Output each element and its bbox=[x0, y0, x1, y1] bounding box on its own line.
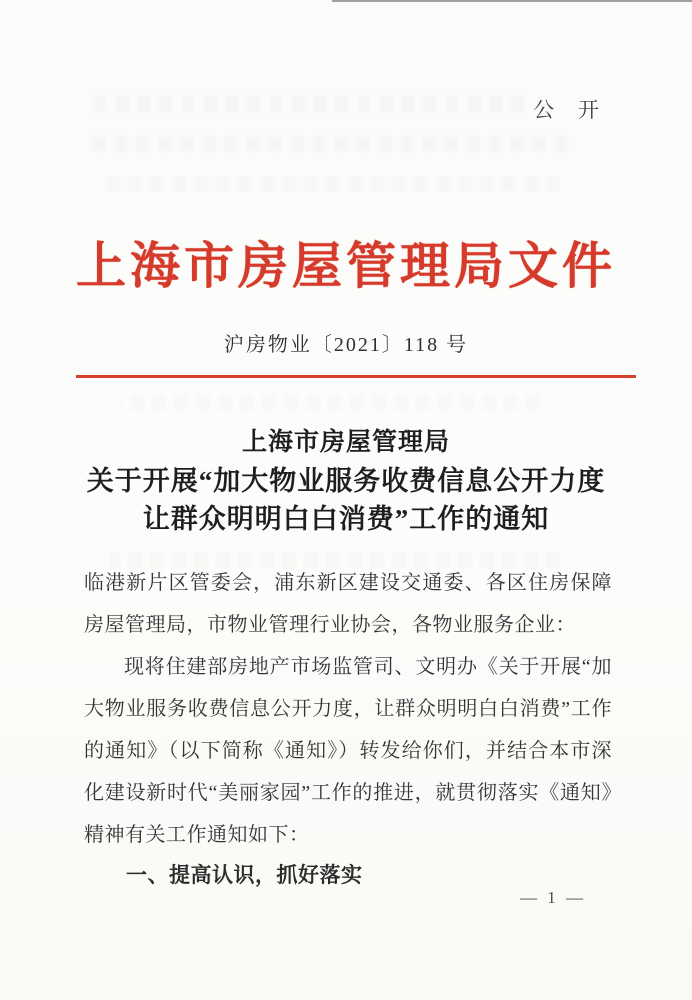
document-title-line-2: 关于开展“加大物业服务收费信息公开力度 bbox=[86, 466, 606, 496]
document-title-line-3: 让群众明明白白消费”工作的通知 bbox=[142, 504, 550, 534]
document-title bbox=[0, 424, 692, 538]
section-heading: 一、提高认识，抓好落实 bbox=[126, 864, 363, 887]
document-title-line-1: 上海市房屋管理局 bbox=[241, 429, 450, 456]
letterhead-title: 上海市房屋管理局文件 bbox=[76, 238, 616, 294]
body-paragraph: 现将住建部房地产市场监管司、文明办《关于开展“加大物业服务收费信息公开力度，让群众明明白白消费”工作的通知》（以下简称《通知》）转发给你们，并结合本市深化建设新时代“美丽家园”工作的推进，就贯彻落实《通知》精神有关工作通知如下： bbox=[84, 656, 612, 846]
bleedthrough-artifact bbox=[95, 96, 525, 112]
document-body bbox=[84, 562, 612, 896]
salutation-paragraph: 临港新片区管委会，浦东新区建设交通委、各区住房保障房屋管理局，市物业管理行业协会，各物业服务企业： bbox=[84, 572, 612, 636]
bleedthrough-artifact bbox=[100, 176, 560, 192]
scan-edge-artifact bbox=[332, 0, 692, 2]
page-number: — 1 — bbox=[520, 888, 586, 907]
bleedthrough-artifact bbox=[120, 394, 540, 410]
document-number: 沪房物业〔2021〕118 号 bbox=[223, 334, 469, 356]
bleedthrough-artifact bbox=[88, 136, 568, 152]
classification-label: 公 开 bbox=[533, 99, 608, 122]
red-divider-line bbox=[76, 375, 636, 378]
